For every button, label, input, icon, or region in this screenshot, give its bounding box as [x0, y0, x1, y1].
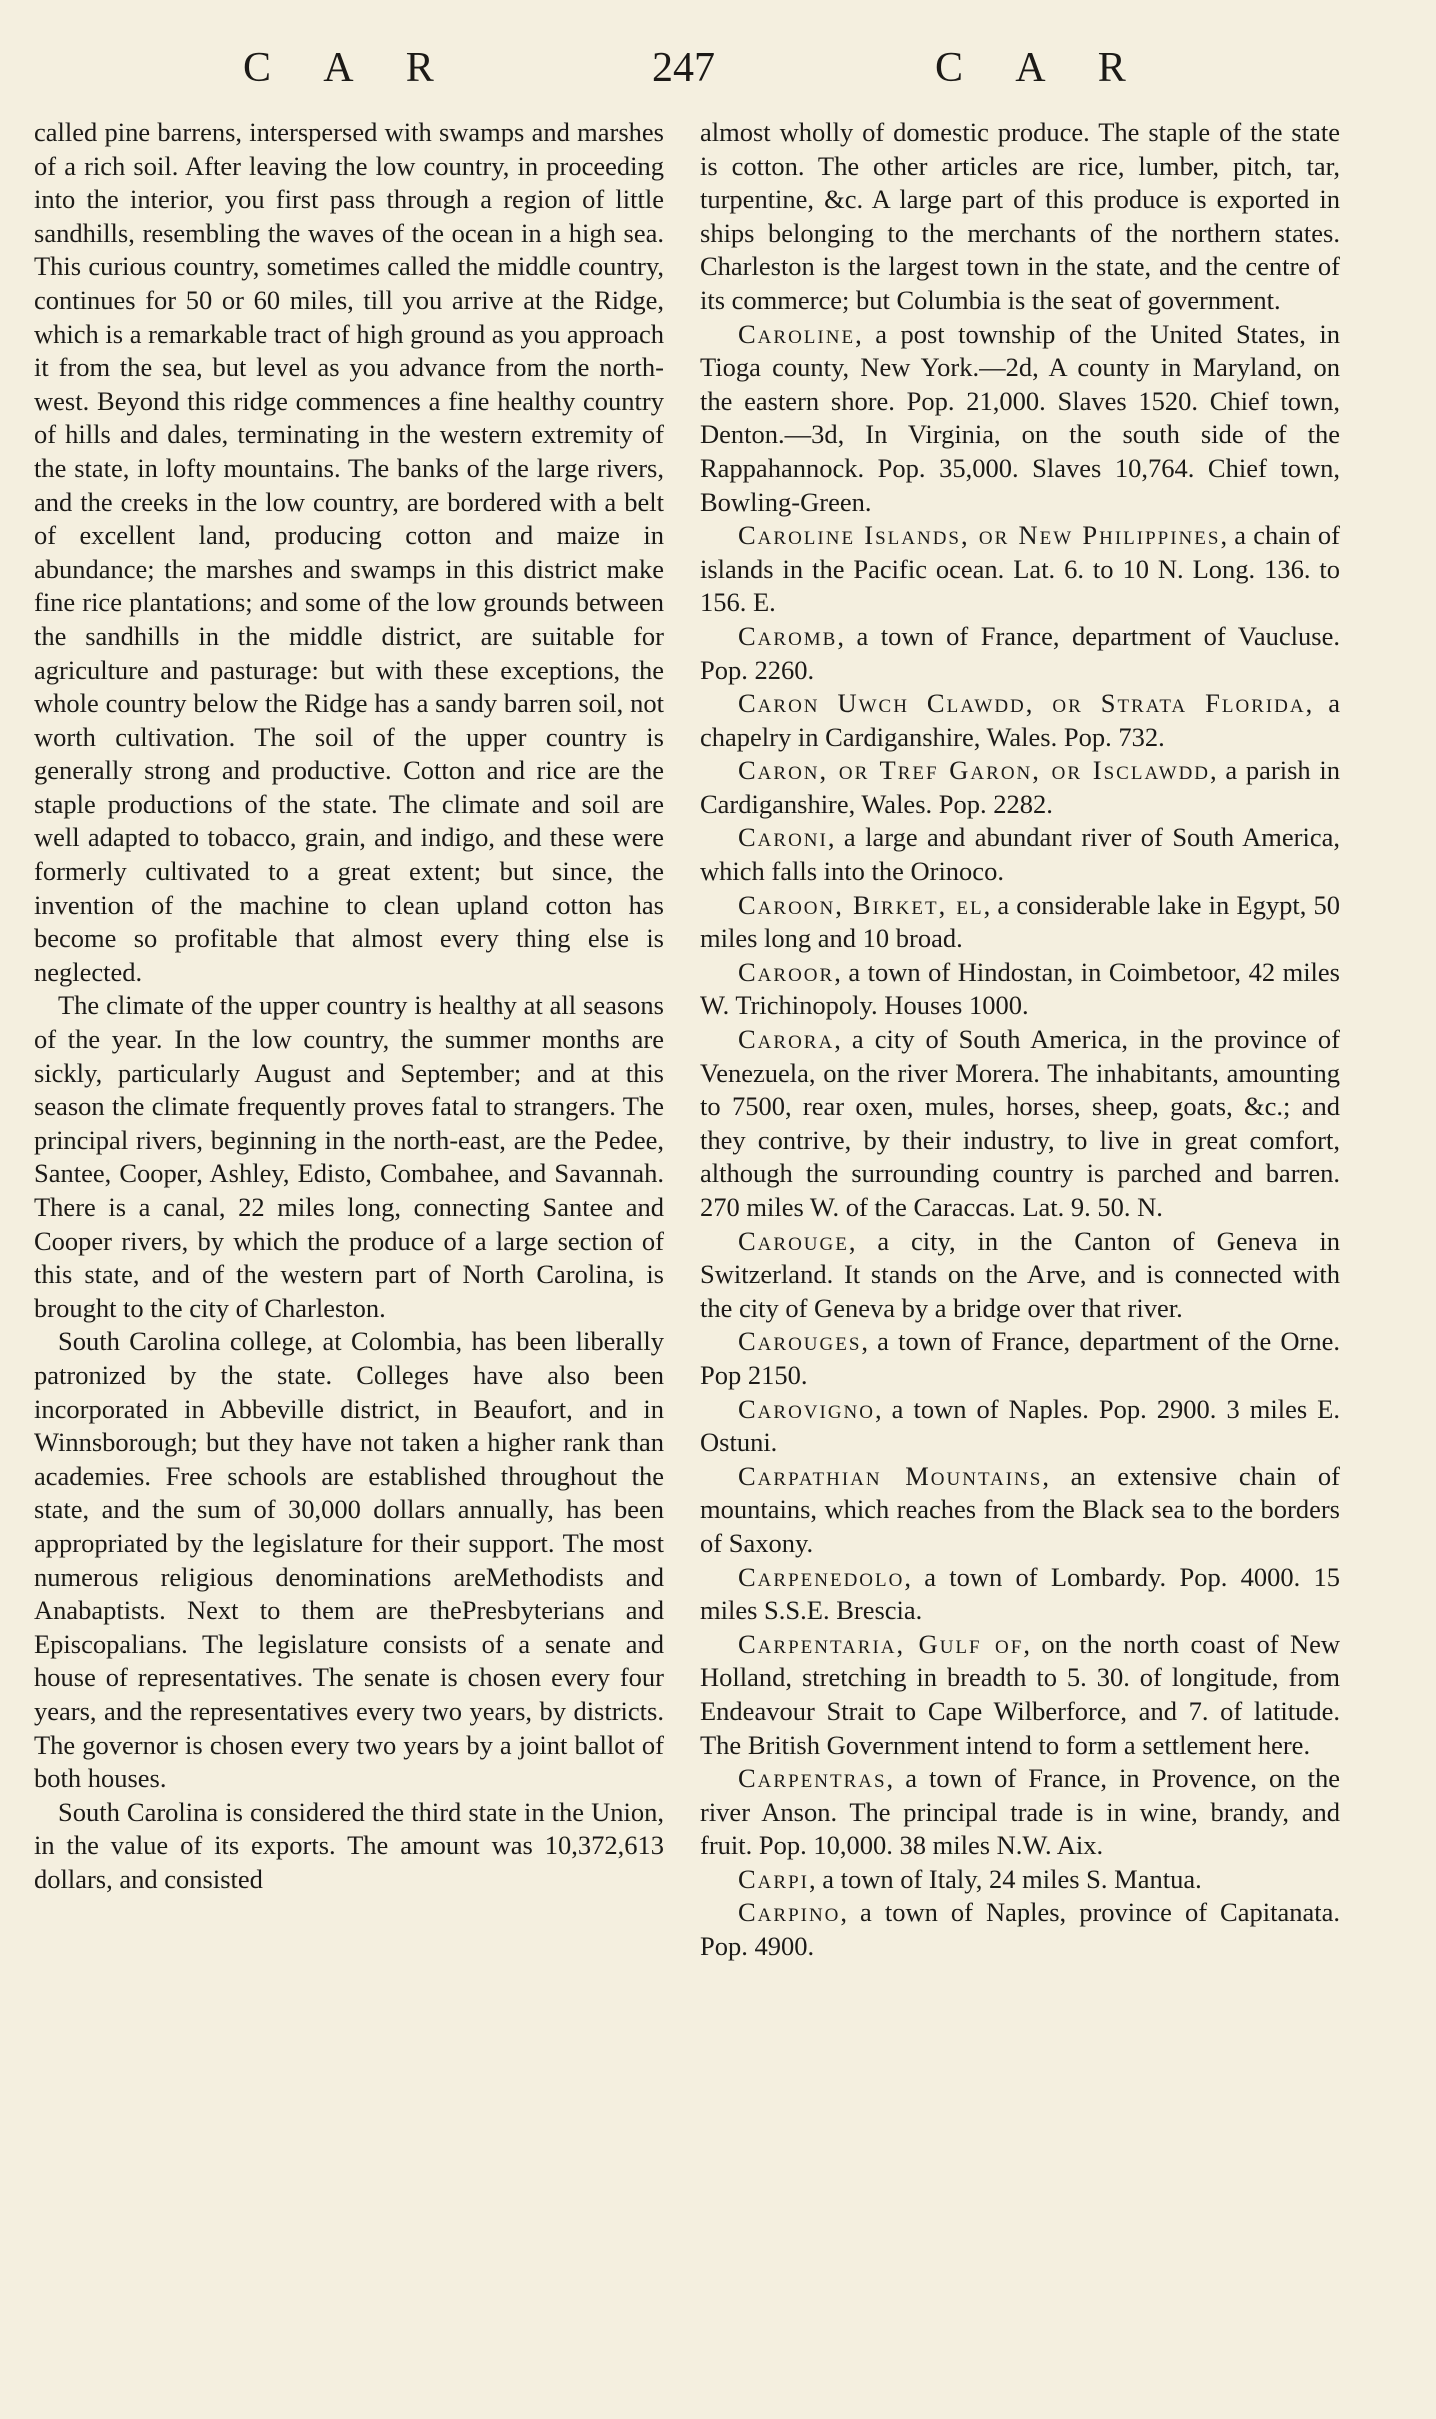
left-column: [34, 116, 664, 1896]
entry-headword: Caron Uwch Clawdd, or Strata Florida: [738, 688, 1306, 719]
gazetteer-entry: [700, 1762, 1340, 1863]
gazetteer-entry: [700, 687, 1340, 754]
entry-headword: Caroline: [738, 318, 856, 349]
entry-text: , a town of Italy, 24 miles S. Mantua.: [808, 1863, 1202, 1894]
header-left-catchword: C A R: [243, 45, 456, 91]
gazetteer-entry: [700, 754, 1340, 821]
entry-headword: Carpi: [738, 1863, 809, 1894]
gazetteer-entry: [700, 1023, 1340, 1225]
paragraph: South Carolina is considered the third state in the Union, in the value of its exports. The amount was 10,372,613 dollars, and consisted: [34, 1796, 664, 1894]
gazetteer-entry: [700, 318, 1340, 520]
entry-text: , a town of Lombardy. Pop. 4000. 15 miles S.S.E. Brescia.: [700, 1561, 1340, 1626]
entry-headword: Caroline Islands, or New Philippines: [738, 520, 1221, 551]
gazetteer-entry: [700, 1325, 1340, 1392]
gazetteer-entry: [700, 889, 1340, 956]
entry-text: , a town of Naples. Pop. 2900. 3 miles E. Ostuni.: [700, 1393, 1340, 1458]
gazetteer-entry: [700, 821, 1340, 888]
entry-text: , an extensive chain of mountains, which reaches from the Black sea to the borders of Saxony.: [700, 1460, 1340, 1558]
paragraph: The climate of the upper country is healthy at all seasons of the year. In the low country, the summer months are sickly, particularly August and September; and at this season the climate frequently proves fatal to strangers. The principal rivers, beginning in the north-east, are the Pedee, Santee, Cooper, Ashley, Edisto, Combahee, and Savannah. There is a canal, 22 miles long, connecting Santee and Cooper rivers, by which the produce of a large section of this state, and of the western part of North Carolina, is brought to the city of Charleston.: [34, 990, 664, 1323]
entry-text: , a town of France, department of Vaucluse. Pop. 2260.: [700, 620, 1340, 685]
entry-headword: Carouge: [738, 1225, 849, 1256]
entry-text: , a large and abundant river of South America, which falls into the Orinoco.: [700, 822, 1340, 887]
entry-headword: Caroor: [738, 956, 835, 987]
paragraph: almost wholly of domestic produce. The staple of the state is cotton. The other articles are rice, lumber, pitch, tar, turpentine, &c. A large part of this produce is exported in ships belonging to the merchants of the northern states. Charleston is the largest town in the state, and the centre of its commerce; but Columbia is the seat of government.: [700, 117, 1340, 315]
gazetteer-entry: [700, 1225, 1340, 1326]
entry-headword: Caromb: [738, 620, 838, 651]
header-right-catchword: C A R: [935, 45, 1148, 91]
entry-text: , on the north coast of New Holland, stretching in breadth to 5. 30. of longitude, from Endeavour Strait to Cape Wilberforce, and 7. of latitude. The British Government intend to form a settlement here.: [700, 1628, 1340, 1760]
entry-text: , a town of Hindostan, in Coimbetoor, 42 miles W. Trichinopoly. Houses 1000.: [700, 956, 1340, 1021]
entry-text: , a chapelry in Cardiganshire, Wales. Pop. 732.: [700, 688, 1340, 752]
entry-text: , a post township of the United States, in Tioga county, New York.—2d, A county in Maryland, on the eastern shore. Pop. 21,000. Slaves 1520. Chief town, Denton.—3d, In Virginia, on the south side of the Rappahannock. Pop. 35,000. Slaves 10,764. Chief town, Bowling-Green.: [700, 318, 1340, 517]
paragraph: South Carolina college, at Colombia, has been liberally patronized by the state. Colleges have also been incorporated in Abbeville district, in Beaufort, and in Winnsborough; but they have not taken a higher rank than academies. Free schools are established throughout the state, and the sum of 30,000 dollars annually, has been appropriated by the legislature for their support. The most numerous religious denominations areMethodists and Anabaptists. Next to them are thePresbyterians and Episcopalians. The legislature consists of a senate and house of representatives. The senate is chosen every four years, and the representatives every two years, by districts. The governor is chosen every two years by a joint ballot of both houses.: [34, 1326, 664, 1794]
entry-headword: Carpentaria, Gulf of: [738, 1628, 1024, 1659]
gazetteer-entry: [700, 1561, 1340, 1628]
entry-headword: Caroon, Birket, el: [738, 889, 984, 920]
entry-text: , a city, in the Canton of Geneva in Switzerland. It stands on the Arve, and is connected with the city of Geneva by a bridge over that river.: [700, 1225, 1340, 1323]
entry-headword: Carora: [738, 1024, 835, 1055]
entry-headword: Carpathian Mountains: [738, 1460, 1043, 1491]
gazetteer-entry: [700, 1863, 1340, 1897]
paragraph: called pine barrens, interspersed with swamps and marshes of a rich soil. After leaving the low country, in proceeding into the interior, you first pass through a region of little sandhills, resembling the waves of the ocean in a high sea. This curious country, sometimes called the middle country, continues for 50 or 60 miles, till you arrive at the Ridge, which is a remarkable tract of high ground as you approach it from the sea, but level as you advance from the north-west. Beyond this ridge commences a fine healthy country of hills and dales, terminating in the western extremity of the state, in lofty mountains. The banks of the large rivers, and the creeks in the low country, are bordered with a belt of excellent land, producing cotton and maize in abundance; the marshes and swamps in this district make fine rice plantations; and some of the low grounds between the sandhills in the middle district, are suitable for agriculture and pasturage: but with these exceptions, the whole country below the Ridge has a sandy barren soil, not worth cultivation. The soil of the upper country is generally strong and productive. Cotton and rice are the staple productions of the state. The climate and soil are well adapted to tobacco, grain, and indigo, and these were formerly cultivated to a great extent; but since, the invention of the machine to clean upland cotton has become so profitable that almost every thing else is neglected.: [34, 117, 664, 987]
running-header: [0, 44, 1436, 104]
gazetteer-entry: [700, 1628, 1340, 1762]
gazetteer-entry: [700, 519, 1340, 620]
entry-headword: Carovigno: [738, 1393, 876, 1424]
gazetteer-entry: [700, 1896, 1340, 1963]
entry-headword: Carouges: [738, 1326, 862, 1357]
entry-headword: Carpino: [738, 1897, 841, 1928]
entry-text: , a town of Naples, province of Capitanata. Pop. 4900.: [700, 1897, 1340, 1962]
right-column: [700, 116, 1340, 1964]
entry-text: , a considerable lake in Egypt, 50 miles long and 10 broad.: [700, 889, 1340, 954]
page-number: 247: [652, 45, 715, 91]
gazetteer-entry: [700, 1460, 1340, 1561]
entry-headword: Caroni: [738, 822, 828, 853]
entry-text: , a town of France, department of the Orne. Pop 2150.: [700, 1326, 1340, 1390]
entry-text: , a city of South America, in the province of Venezuela, on the river Morera. The inhabitants, amounting to 7500, rear oxen, mules, horses, sheep, goats, &c.; and they contrive, by their industry, to live in great comfort, although the surrounding country is parched and barren. 270 miles W. of the Caraccas. Lat. 9. 50. N.: [700, 1024, 1340, 1222]
entry-headword: Carpenedolo: [738, 1561, 905, 1592]
entry-text: , a parish in Cardiganshire, Wales. Pop. 2282.: [700, 755, 1340, 819]
entry-headword: Caron, or Tref Garon, or Isclawdd: [738, 755, 1211, 786]
entry-headword: Carpentras: [738, 1763, 887, 1794]
entry-text: , a town of France, in Provence, on the river Anson. The principal trade is in wine, brandy, and fruit. Pop. 10,000. 38 miles N.W. Aix.: [700, 1763, 1340, 1861]
gazetteer-entry: [700, 620, 1340, 687]
gazetteer-entry: [700, 956, 1340, 1023]
gazetteer-entry: [700, 1393, 1340, 1460]
entry-text: , a chain of islands in the Pacific ocean. Lat. 6. to 10 N. Long. 136. to 156. E.: [700, 520, 1340, 618]
